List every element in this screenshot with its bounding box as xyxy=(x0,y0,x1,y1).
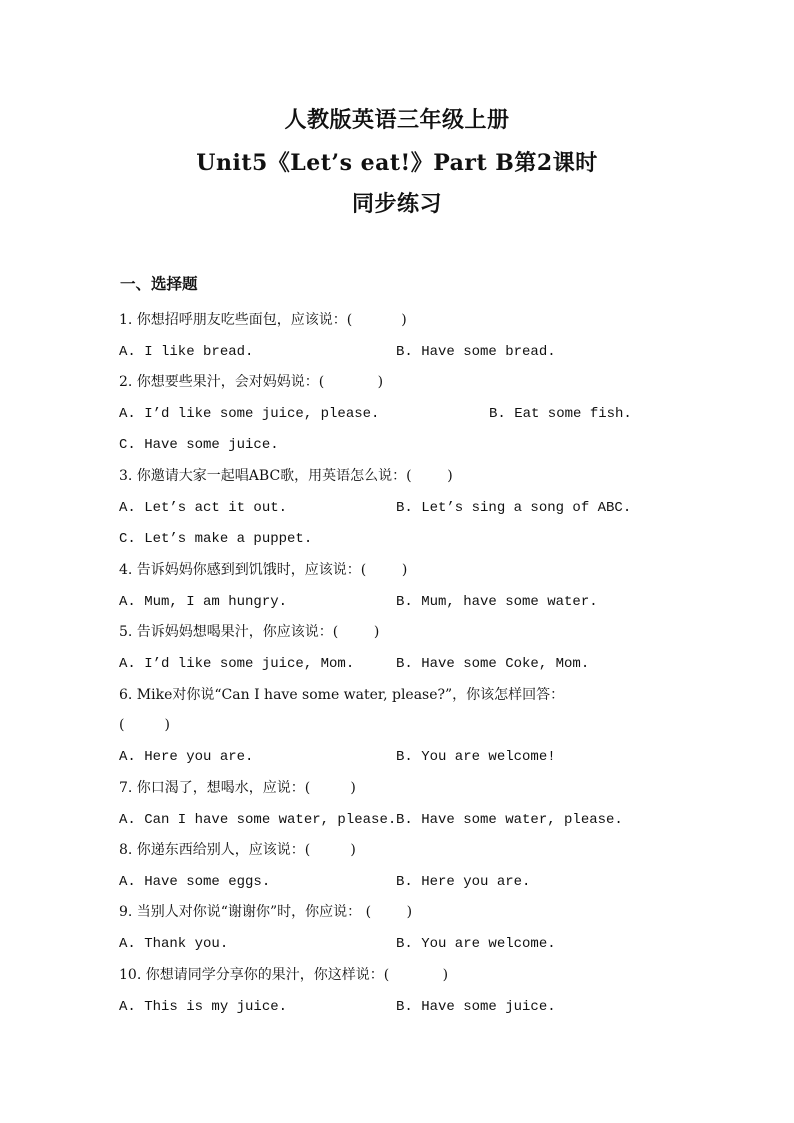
question-5-option-b: B. Have some Coke, Mom. xyxy=(396,656,590,672)
section-heading: 一、选择题 xyxy=(120,274,198,293)
question-4-option-a: A. Mum, I am hungry. xyxy=(119,594,288,610)
question-10-stem: 10. 你想请同学分享你的果汁，你这样说：( ) xyxy=(119,967,449,983)
question-5-option-a: A. I’d like some juice, Mom. xyxy=(119,656,355,672)
question-2-option-c: C. Have some juice. xyxy=(119,437,279,453)
question-2-option-b: B. Eat some fish. xyxy=(489,406,632,422)
question-8-option-b: B. Here you are. xyxy=(396,874,531,890)
question-7-option-a: A. Can I have some water, please. xyxy=(119,812,397,828)
question-9-option-a: A. Thank you. xyxy=(119,936,229,952)
question-9-stem: 9. 当别人对你说“谢谢你”时，你应说： ( ) xyxy=(119,904,413,920)
question-8-option-a: A. Have some eggs. xyxy=(119,874,271,890)
question-1-stem: 1. 你想招呼朋友吃些面包，应该说：( ) xyxy=(119,312,407,328)
question-10-option-b: B. Have some juice. xyxy=(396,999,556,1015)
question-1-option-b: B. Have some bread. xyxy=(396,344,556,360)
question-4-option-b: B. Mum, have some water. xyxy=(396,594,598,610)
question-2-stem: 2. 你想要些果汁，会对妈妈说：( ) xyxy=(119,374,384,390)
question-6-stem-continued: ( ) xyxy=(119,717,170,733)
question-3-option-b: B. Let’s sing a song of ABC. xyxy=(396,500,632,516)
question-7-stem: 7. 你口渴了，想喝水，应说：( ) xyxy=(119,780,356,796)
title-line-3: 同步练习 xyxy=(351,191,442,217)
question-10-option-a: A. This is my juice. xyxy=(119,999,288,1015)
title-line-2: Unit5《Let’s eat!》Part B第2课时 xyxy=(196,150,598,176)
question-4-stem: 4. 告诉妈妈你感到到饥饿时，应该说：( ) xyxy=(119,562,408,578)
question-3-option-c: C. Let’s make a puppet. xyxy=(119,531,313,547)
title-line-1: 人教版英语三年级上册 xyxy=(284,107,510,133)
question-5-stem: 5. 告诉妈妈想喝果汁，你应该说：( ) xyxy=(119,624,380,640)
question-8-stem: 8. 你递东西给别人，应该说：( ) xyxy=(119,842,356,858)
question-3-stem: 3. 你邀请大家一起唱ABC歌，用英语怎么说：( ) xyxy=(119,468,453,484)
question-3-option-a: A. Let’s act it out. xyxy=(119,500,288,516)
question-6-stem: 6. Mike对你说“Can I have some water, please?”，你该怎样回答： xyxy=(119,687,565,703)
question-7-option-b: B. Have some water, please. xyxy=(396,812,623,828)
question-6-option-a: A. Here you are. xyxy=(119,749,254,765)
question-2-option-a: A. I’d like some juice, please. xyxy=(119,406,380,422)
question-1-option-a: A. I like bread. xyxy=(119,344,254,360)
question-6-option-b: B. You are welcome! xyxy=(396,749,556,765)
question-9-option-b: B. You are welcome. xyxy=(396,936,556,952)
